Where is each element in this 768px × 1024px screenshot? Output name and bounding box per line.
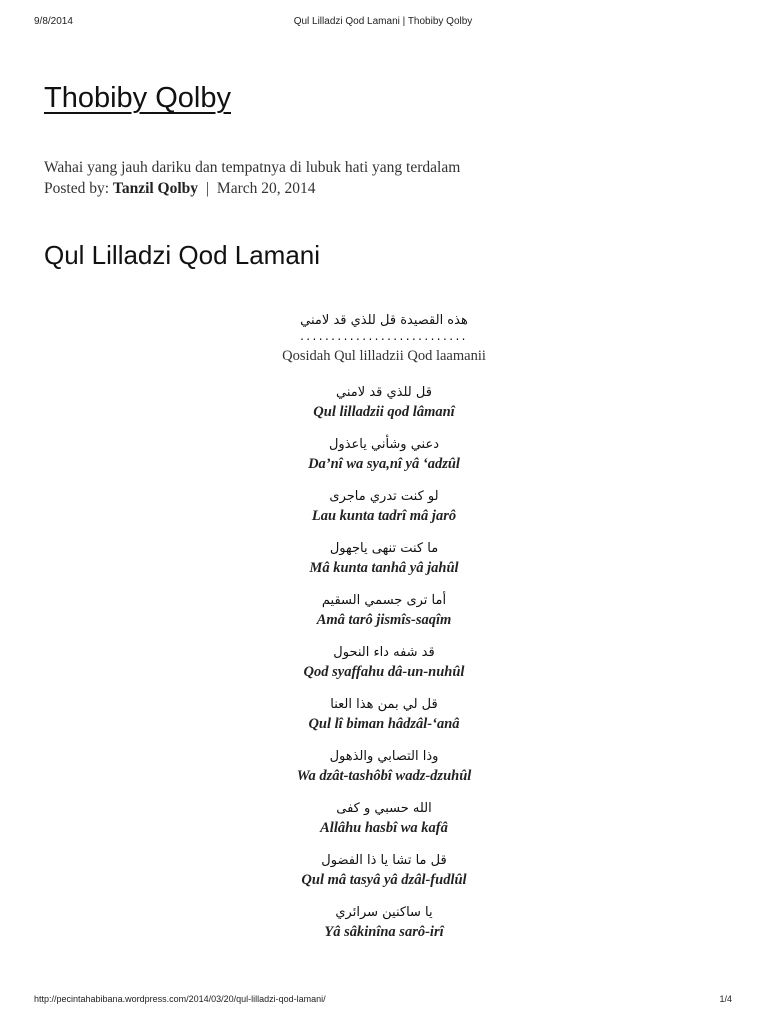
poem-stanza (0, 540, 768, 578)
site-title-link[interactable]: Thobiby Qolby (44, 82, 231, 114)
stanza-transliteration: Yâ sâkinîna sarô-irî (324, 924, 444, 940)
poem-stanza (0, 644, 768, 682)
poem-stanza (0, 800, 768, 838)
posted-by-label: Posted by: (44, 180, 110, 197)
stanza-transliteration: Wa dzât-tashôbî wadz-dzuhûl (296, 768, 472, 784)
stanza-transliteration: Da’nî wa sya,nî yâ ‘adzûl (308, 456, 460, 472)
dotted-divider: ........................... (300, 329, 468, 343)
stanza-arabic: ما كنت تنهى ياجهول (329, 541, 439, 556)
stanza-arabic: دعني وشأني ياعذول (328, 437, 440, 452)
stanza-arabic: الله حسبي و كفى (336, 801, 432, 816)
poem-stanza (0, 748, 768, 786)
page-url: http://pecintahabibana.wordpress.com/2014/03/20/qul-lilladzi-qod-lamani/ (34, 994, 326, 1004)
print-header (34, 16, 732, 30)
stanza-transliteration: Qod syaffahu dâ-un-nuhûl (303, 664, 465, 680)
print-footer (34, 994, 732, 1006)
poem-stanza (0, 384, 768, 422)
print-page-title: Qul Lilladzi Qod Lamani | Thobiby Qolby (293, 16, 473, 27)
meta-separator: | (205, 180, 210, 197)
stanza-arabic: قل ما تشا يا ذا الفضول (321, 853, 447, 868)
stanza-arabic: قل لي بمن هذا العنا (330, 697, 438, 712)
poem-stanza (0, 592, 768, 630)
page-number: 1/4 (719, 994, 732, 1004)
stanza-arabic: قل للذي قد لامني (336, 385, 432, 400)
stanza-transliteration: Amâ tarô jismîs-saqîm (316, 612, 452, 628)
poem-stanza (0, 904, 768, 942)
poem-stanza (0, 852, 768, 890)
stanza-transliteration: Qul lilladzii qod lâmanî (313, 404, 455, 420)
stanza-transliteration: Allâhu hasbî wa kafâ (320, 820, 448, 836)
stanza-arabic: لو كنت تدري ماجرى (329, 489, 439, 504)
poem-stanza (0, 488, 768, 526)
site-description: Wahai yang jauh dariku dan tempatnya di lubuk hati yang terdalam (44, 159, 461, 176)
stanza-transliteration: Qul mâ tasyâ yâ dzâl-fudlûl (301, 872, 467, 888)
poem-stanza (0, 436, 768, 474)
print-date: 9/8/2014 (34, 16, 73, 27)
intro-arabic: هذه القصيدة قل للذي قد لامني (300, 313, 468, 328)
poem-stanza (0, 696, 768, 734)
stanza-transliteration: Lau kunta tadrî mâ jarô (311, 508, 457, 524)
post-title: Qul Lilladzi Qod Lamani (44, 240, 321, 270)
stanza-arabic: أما ترى جسمي السقيم (321, 593, 447, 608)
stanza-arabic: وذا التصابي والذهول (329, 749, 439, 764)
stanza-transliteration: Qul lî biman hâdzâl-‘anâ (308, 716, 460, 732)
poem-subtitle: Qosidah Qul lilladzii Qod laamanii (282, 348, 486, 364)
poem-body (0, 312, 768, 942)
post-date: March 20, 2014 (216, 180, 316, 197)
stanza-transliteration: Mâ kunta tanhâ yâ jahûl (309, 560, 459, 576)
author-link[interactable]: Tanzil Qolby (112, 180, 199, 197)
stanza-arabic: يا ساكنين سرائري (335, 905, 433, 920)
post-meta (44, 180, 315, 198)
stanza-arabic: قد شفه داء النحول (333, 645, 435, 660)
